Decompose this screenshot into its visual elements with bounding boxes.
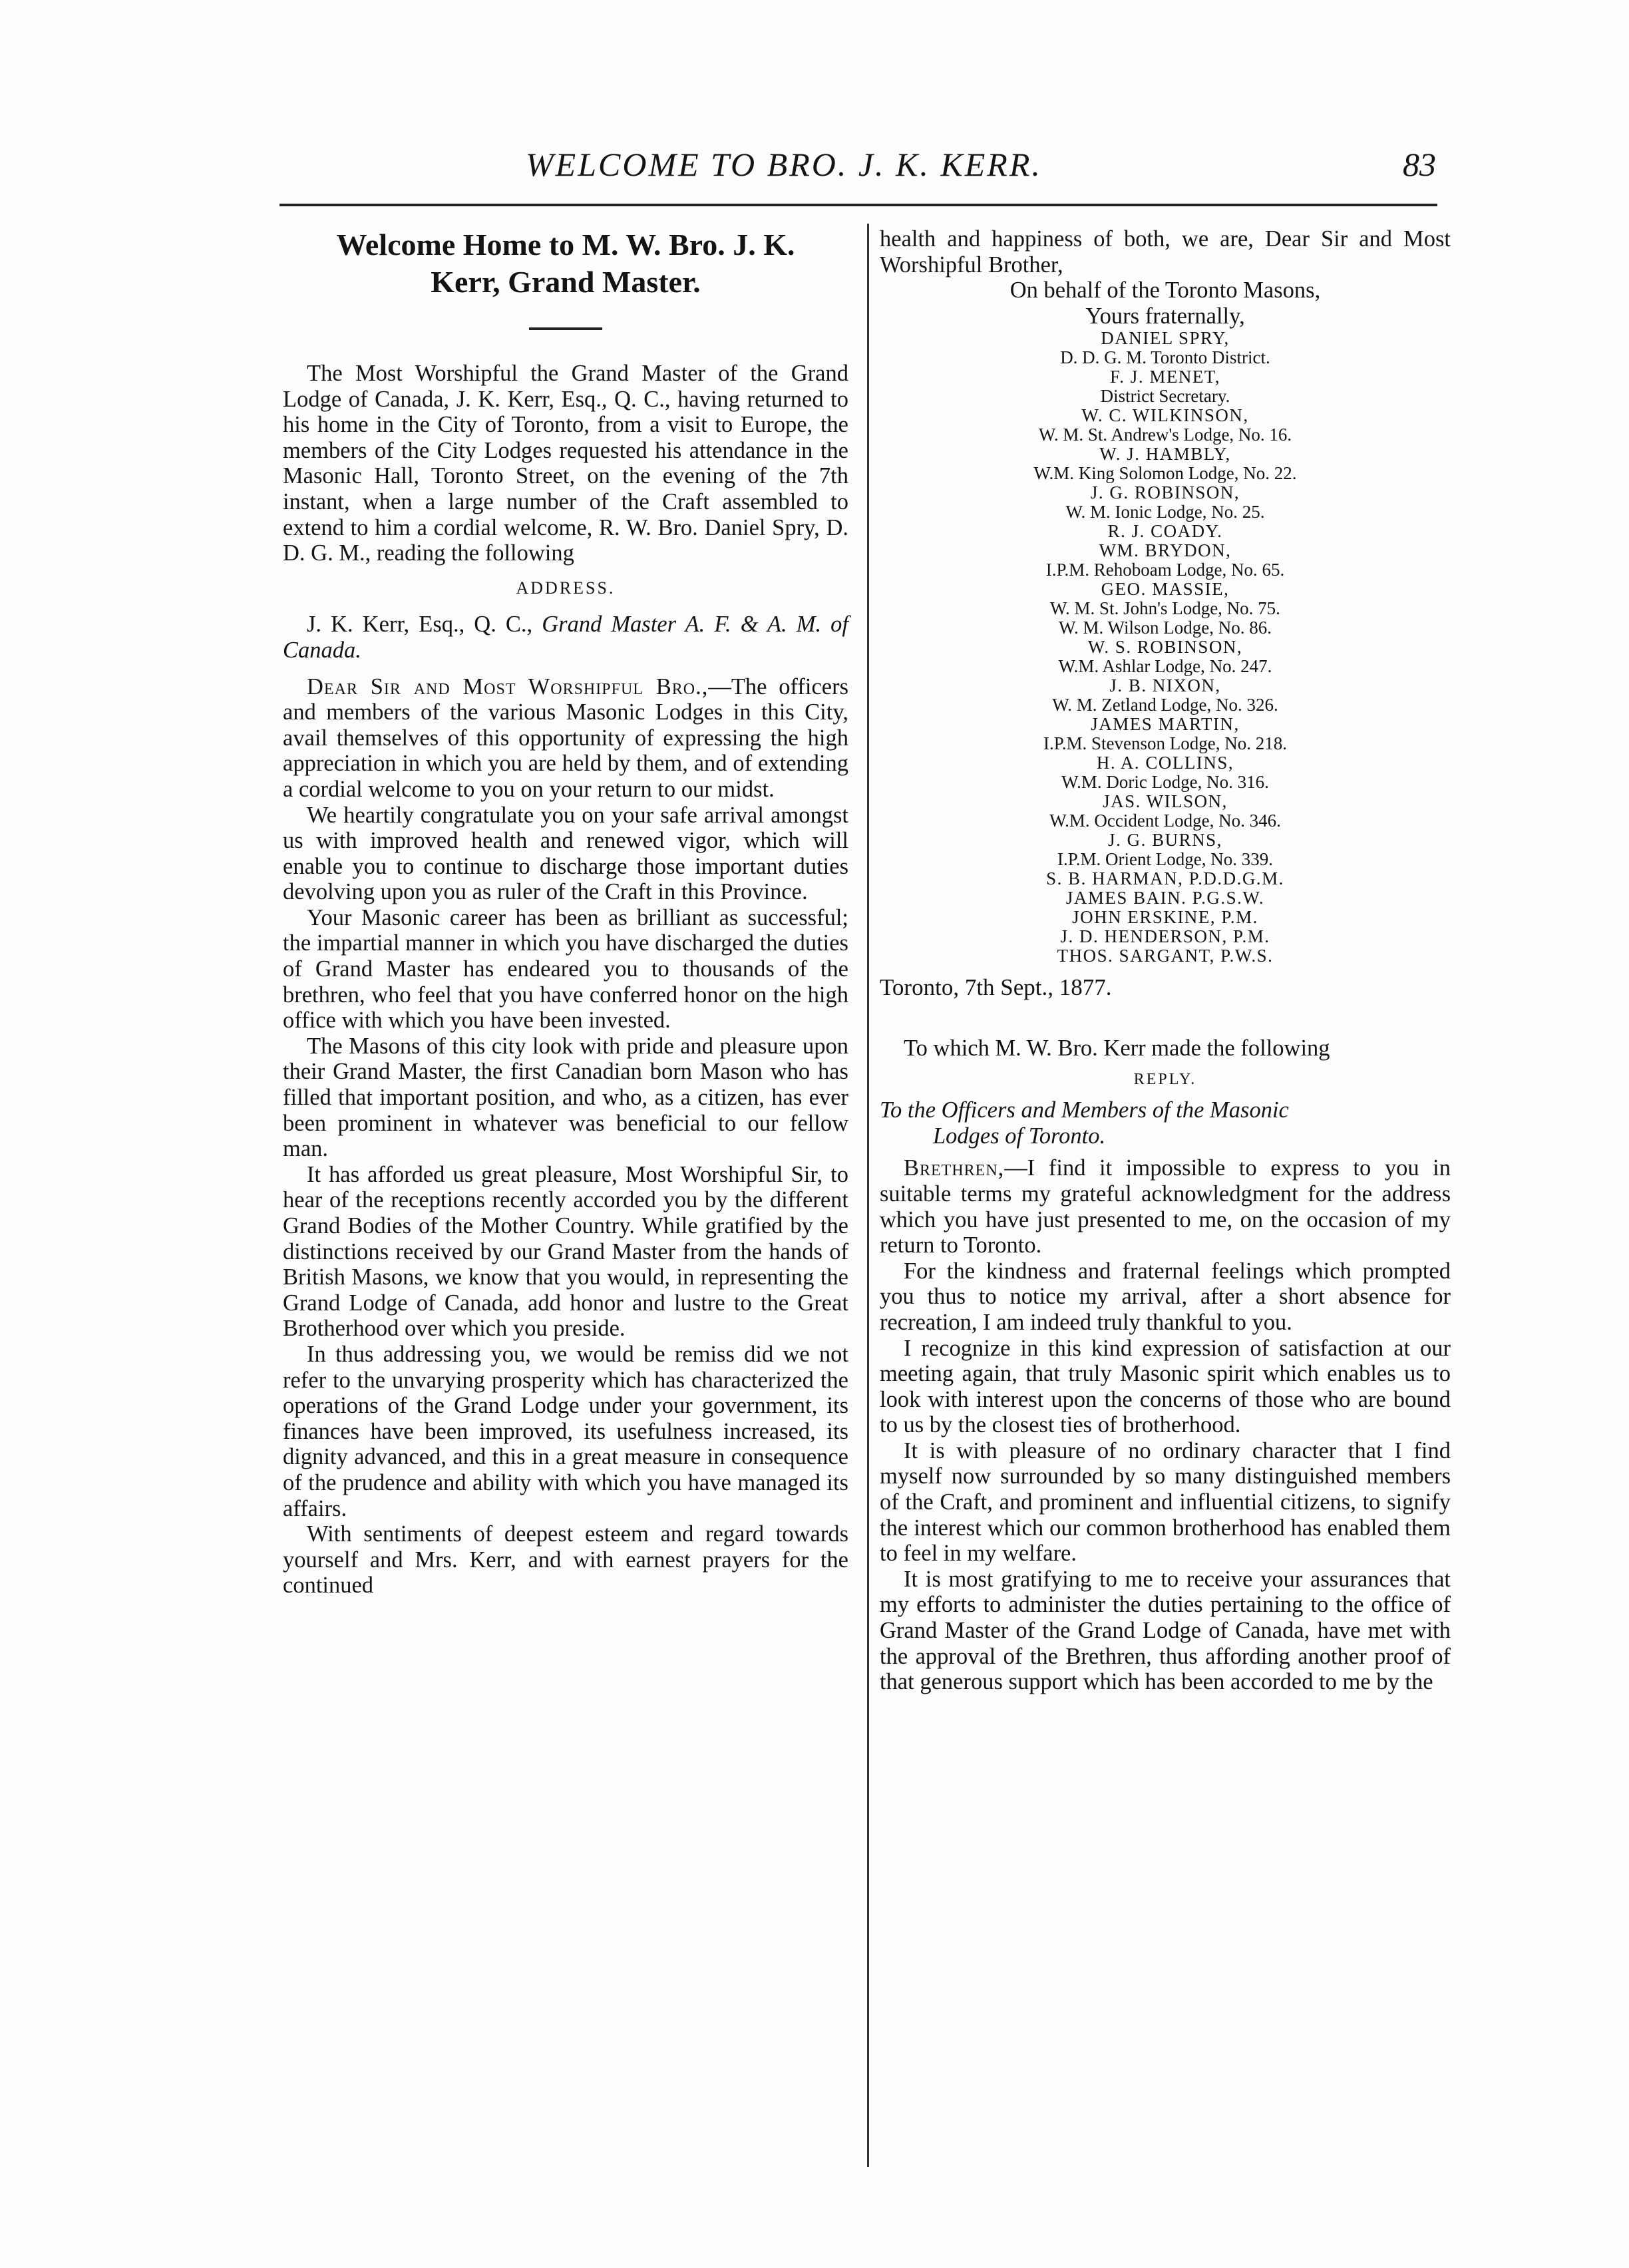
signatory-role: I.P.M. Orient Lodge, No. 339. [1057,849,1273,870]
reply-addressee-line2: Lodges of Toronto. [933,1123,1106,1149]
signatory-role: W.M. King Solomon Lodge, No. 22. [1033,463,1297,484]
signatory-role: I.P.M. Rehoboam Lodge, No. 65. [1045,560,1285,580]
signatory-name: J. G. BURNS, [1108,830,1222,850]
section-gap [880,1001,1451,1036]
signatory-name: WM. BRYDON, [1099,540,1232,561]
signatory-role: W.M. Ashlar Lodge, No. 247. [1058,656,1272,677]
address-heading: ADDRESS. [516,578,616,598]
signatory-name: W. J. HAMBLY, [1099,444,1231,465]
on-behalf-line: On behalf of the Toronto Masons, [1009,278,1321,303]
signatory-role: I.P.M. Stevenson Lodge, No. 218. [1043,733,1287,754]
article-title-line2: Kerr, Grand Master. [431,265,701,299]
reply-salutation: Brethren, [904,1155,1005,1181]
running-title: WELCOME TO BRO. J. K. KERR. [526,146,1042,183]
salutation: Dear Sir and Most Worshipful Bro., [307,673,709,699]
signatory-role: District Secretary. [1100,386,1230,407]
reply-paragraph-3: I recognize in this kind expression of satisfaction at our meeting again, that truly Masonic spirit which enables us to look with interest upon the concerns of those who are bound to us by the closest ties of brotherhood. [880,1335,1451,1438]
signatory-list [880,329,1451,966]
signatory-name: J. B. NIXON, [1109,675,1221,696]
column-divider [867,224,869,2167]
address-paragraph-4: The Masons of this city look with pride and pleasure upon their Grand Master, the first Canadian born Mason who has filled that important position, and who, as a citizen, has ever been prominent in whatever was beneficial to our fellow man. [283,1033,848,1162]
reply-paragraph-1-text: —I find it impossible to express to you in suitable terms my grateful acknowledgment for the address which you have just presented to me, on the occasion of my return to Toronto. [880,1155,1451,1258]
header-rule [279,204,1437,206]
signatory-name: JOHN ERSKINE, P.M. [1072,907,1258,928]
signatory-name: J. G. ROBINSON, [1090,482,1240,503]
signatory-name: DANIEL SPRY, [1101,328,1230,349]
address-paragraph-5: It has afforded us great pleasure, Most Worshipful Sir, to hear of the receptions recently accorded you by the different Grand Bodies of the Mother Country. While gratified by the distinctions received by our Grand Master from the hands of British Masons, we know that you would, in representing the Grand Lodge of Canada, add honor and lustre to the Great Brotherhood over which you preside. [283,1161,848,1342]
signatory-name: S. B. HARMAN, P.D.D.G.M. [1046,868,1284,889]
reply-paragraph-2: For the kindness and fraternal feelings which prompted you thus to notice my arrival, after a short absence for recreation, I am indeed truly thankful to you. [880,1258,1451,1335]
signatory-name: GEO. MASSIE, [1101,579,1230,600]
address-paragraph-7: With sentiments of deepest esteem and regard towards yourself and Mrs. Kerr, and with earnest prayers for the continued [283,1521,848,1599]
intro-paragraph: The Most Worshipful the Grand Master of the Grand Lodge of Canada, J. K. Kerr, Esq., Q. C., having returned to his home in the City of Toronto, from a visit to Europe, the members of the City Lodges requested his attendance in the Masonic Hall, Toronto Street, on the evening of the 7th instant, when a large number of the Craft assembled to extend to him a cordial welcome, R. W. Bro. Daniel Spry, D. D. G. M., reading the following [283,361,848,566]
signatory-name: F. J. MENET, [1109,367,1221,387]
right-column [880,226,1451,1695]
reply-heading: REPLY. [1133,1070,1197,1088]
signatory-role: W. M. St. Andrew's Lodge, No. 16. [1038,425,1292,445]
addressee-name: J. K. Kerr, Esq., Q. C., [307,612,533,638]
signatory-name: H. A. COLLINS, [1096,753,1234,773]
signatory-name: W. C. WILKINSON, [1081,405,1249,426]
reply-addressee [880,1097,1451,1149]
address-paragraph-1-text: —The officers and members of the various Masonic Lodges in this City, avail themselves of this opportunity of expressing the high appreciation in which you are held by them, and of extending a cordial welcome to you on your return to our midst. [283,673,848,802]
signatory-name: THOS. SARGANT, P.W.S. [1057,946,1274,966]
addressee [283,612,848,663]
dateline: Toronto, 7th Sept., 1877. [880,974,1112,1001]
signatory-role: D. D. G. M. Toronto District. [1060,347,1270,368]
signatory-name: JAMES BAIN. P.G.S.W. [1065,888,1265,908]
signatory-name: JAS. WILSON, [1103,791,1228,812]
address-paragraph-6: In thus addressing you, we would be remiss did we not refer to the unvarying prosperity which has characterized the operations of the Grand Lodge under your government, its finances have been improved, its usefulness increased, its dignity advanced, and this in a great measure in consequence of the prudence and ability with which you have managed its affairs. [283,1341,848,1521]
article-title-line1: Welcome Home to M. W. Bro. J. K. [336,228,795,262]
address-paragraph-3: Your Masonic career has been as brilliant as successful; the impartial manner in which you have discharged the duties of Grand Master has endeared you to thousands of the brethren, who feel that you have conferred honor on the high office with which you have been invested. [283,904,848,1034]
yours-fraternally: Yours fraternally, [1085,303,1245,329]
signatory-role: W. M. Wilson Lodge, No. 86. [1059,618,1272,638]
signatory-role: W.M. Occident Lodge, No. 346. [1049,811,1281,831]
reply-intro: To which M. W. Bro. Kerr made the following [904,1035,1330,1061]
reply-addressee-line1: To the Officers and Members of the Masonic [880,1097,1289,1123]
addressee-title: Grand Master A. F. & A. M. of Canada. [283,612,849,663]
page-number: 83 [1403,146,1436,183]
reply-paragraph-4: It is with pleasure of no ordinary character that I find myself now surrounded by so many distinguished members of the Craft, and prominent and influential citizens, to signify the interest which our common brotherhood has enabled them to feel in my welfare. [880,1437,1451,1567]
signatory-name: JAMES MARTIN, [1091,714,1240,735]
reply-paragraph-1 [880,1155,1451,1258]
reply-paragraph-5: It is most gratifying to me to receive your assurances that my efforts to administer the duties pertaining to the office of Grand Master of the Grand Lodge of Canada, have met with the approval of the Brethren, thus affording another proof of that generous support which has been accorded to me by the [880,1566,1451,1695]
signatory-name: R. J. COADY. [1107,521,1223,542]
signatory-name: J. D. HENDERSON, P.M. [1060,926,1270,947]
article-title [283,226,848,301]
address-continuation: health and happiness of both, we are, Dear Sir and Most Worshipful Brother, [880,226,1451,278]
signatory-role: W.M. Doric Lodge, No. 316. [1061,772,1269,793]
signatory-name: W. S. ROBINSON, [1087,637,1243,658]
signatory-role: W. M. Zetland Lodge, No. 326. [1052,695,1278,715]
left-column [283,226,848,1599]
address-paragraph-1 [283,674,848,803]
signatory-role: W. M. Ionic Lodge, No. 25. [1065,502,1265,522]
address-paragraph-2: We heartily congratulate you on your safe arrival amongst us with improved health and renewed vigor, which will enable you to continue to discharge those important duties devolving upon you as ruler of the Craft in this Province. [283,802,848,905]
title-rule [529,327,602,330]
running-head [0,145,1629,192]
signatory-role: W. M. St. John's Lodge, No. 75. [1050,598,1280,619]
